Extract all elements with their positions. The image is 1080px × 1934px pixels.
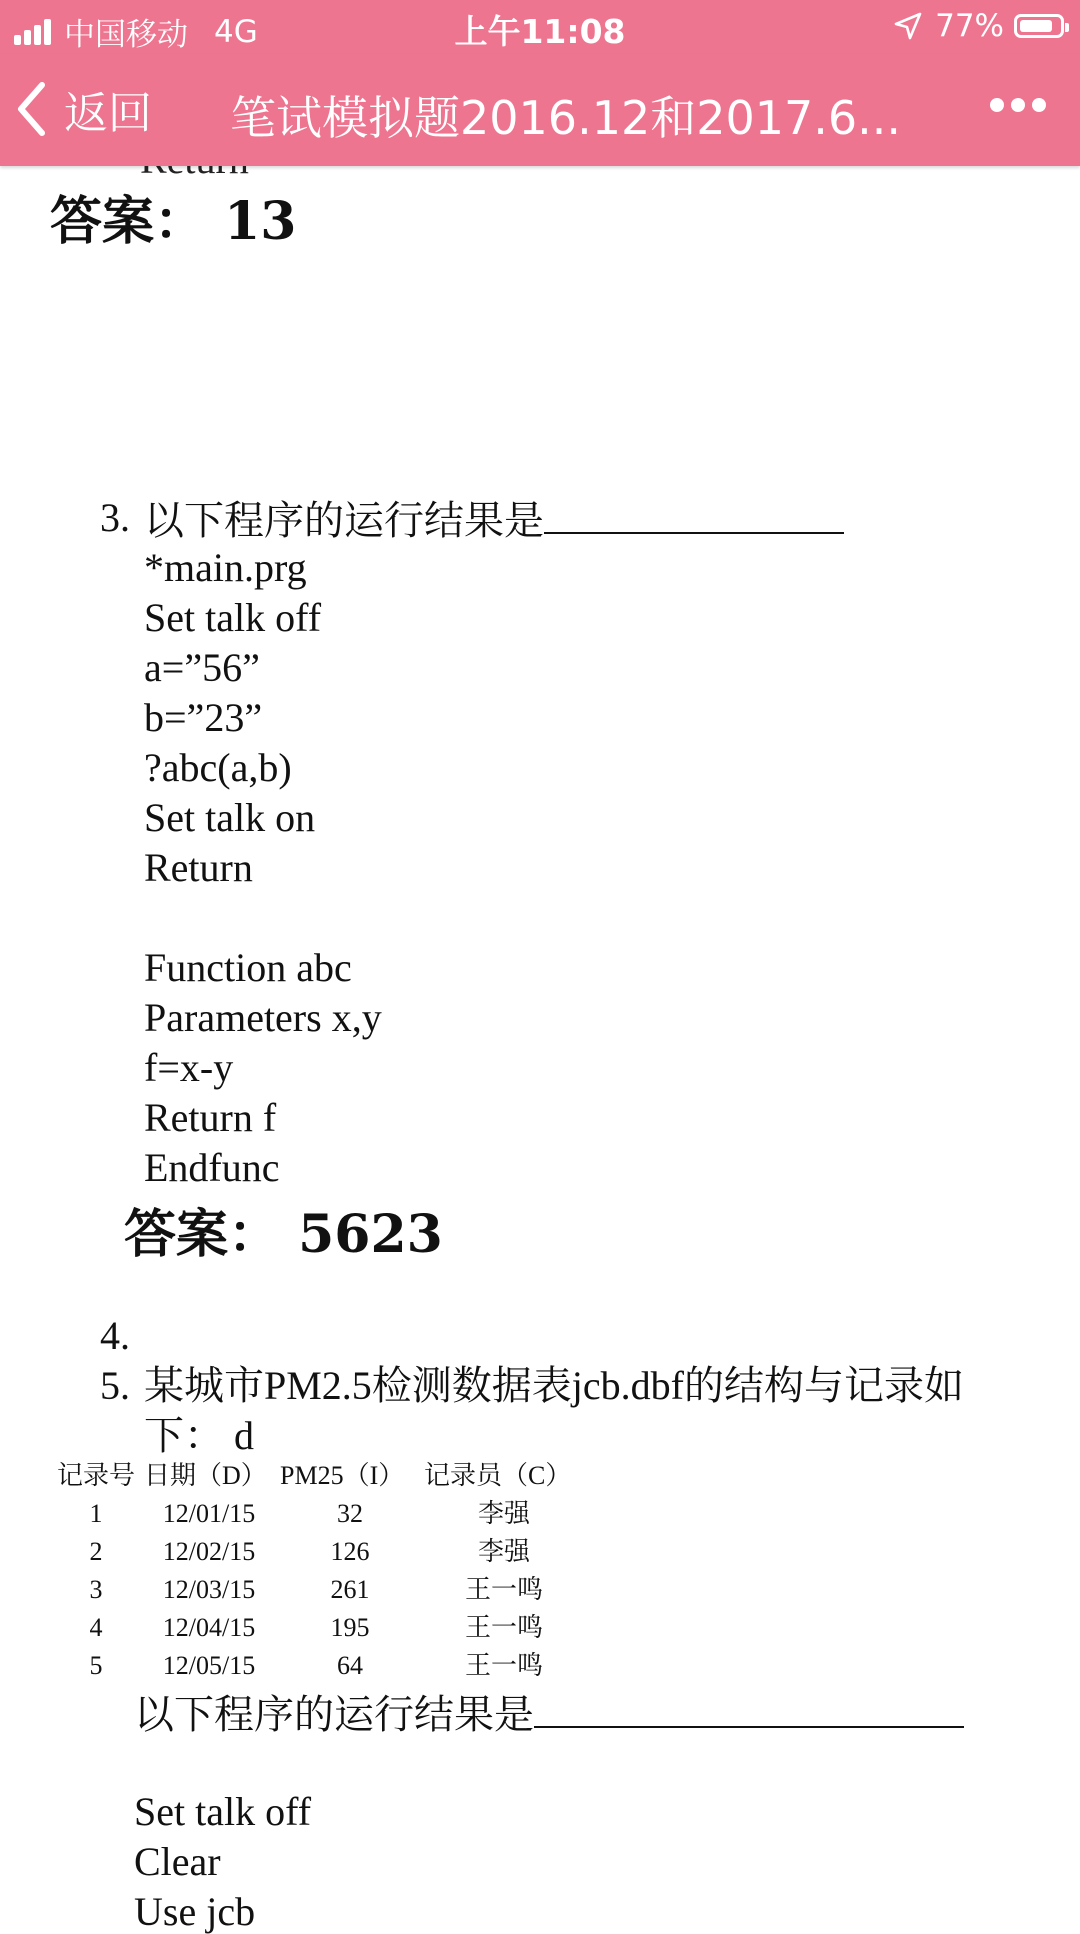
q3-number: 3. — [100, 495, 130, 540]
q3-stem-text: 以下程序的运行结果是 — [144, 498, 544, 543]
q5-prompt — [134, 1692, 964, 1735]
table-cell: 4 — [89, 1613, 103, 1642]
table-cell: 261 — [330, 1575, 370, 1604]
table-cell: 李强 — [477, 1537, 530, 1566]
q3-code-line: Endfunc — [144, 1145, 280, 1190]
q5-number: 5. — [100, 1363, 130, 1408]
q5-blank — [534, 1692, 964, 1728]
q5-prompt-text: 以下程序的运行结果是 — [134, 1692, 534, 1737]
answer-q2: 答案： 13 — [50, 191, 297, 252]
q5-stem-line2: 下： d — [144, 1413, 254, 1458]
q4-number: 4. — [100, 1313, 130, 1358]
table-cell: 王一鸣 — [464, 1613, 543, 1642]
q3-code-line: Set talk on — [144, 795, 316, 840]
q3-code-line: Set talk off — [144, 595, 322, 640]
q3-code-line: Return f — [144, 1095, 277, 1140]
q5-code-line: Set talk off — [134, 1789, 312, 1834]
table-cell: 1 — [89, 1499, 103, 1528]
table-cell: 3 — [89, 1575, 103, 1604]
q5-code-line: Use jcb — [134, 1889, 256, 1934]
table-cell: 12/02/15 — [162, 1537, 256, 1566]
table-cell: 王一鸣 — [464, 1651, 543, 1680]
status-right — [893, 8, 1064, 44]
q3-code-line: Function abc — [144, 945, 352, 990]
q3-code-line: f=x-y — [144, 1045, 234, 1090]
nav-bar — [0, 54, 1080, 166]
table-header: 日期（D） — [144, 1461, 267, 1490]
location-arrow-icon — [893, 11, 923, 41]
q5-code-line: Clear — [134, 1839, 221, 1884]
battery-icon — [1014, 14, 1064, 38]
page-title: 笔试模拟题2016.12和2017.6... — [230, 91, 902, 145]
more-dots-icon[interactable] — [983, 98, 1046, 112]
table-header: 记录号 — [56, 1461, 135, 1490]
network-type: 4G — [214, 13, 258, 50]
q3-blank — [544, 498, 844, 534]
table-cell: 5 — [89, 1651, 103, 1680]
q3-code-line: ?abc(a,b) — [144, 745, 292, 790]
q3-code-line: b=”23” — [144, 695, 263, 740]
table-cell: 126 — [330, 1537, 370, 1566]
table-cell: 2 — [89, 1537, 103, 1566]
table-cell: 12/03/15 — [162, 1575, 256, 1604]
clock: 上午11:08 — [454, 12, 626, 51]
q3-code-line: Return — [144, 845, 253, 890]
table-cell: 64 — [337, 1651, 363, 1680]
back-button[interactable] — [14, 76, 152, 142]
chevron-left-icon — [14, 79, 48, 139]
table-header: 记录员（C） — [424, 1461, 572, 1490]
q3-code-line: *main.prg — [144, 545, 307, 590]
table-cell: 32 — [337, 1499, 363, 1528]
carrier-name: 中国移动 — [64, 17, 188, 53]
q5-stem-line1: 某城市PM2.5检测数据表jcb.dbf的结构与记录如 — [144, 1363, 964, 1408]
table-cell: 12/01/15 — [162, 1499, 256, 1528]
back-label: 返回 — [64, 88, 152, 139]
table-cell: 李强 — [477, 1499, 530, 1528]
table-cell: 12/05/15 — [162, 1651, 256, 1680]
table-cell: 195 — [330, 1613, 370, 1642]
answer-q3: 答案： 5623 — [124, 1204, 443, 1265]
q3-stem — [144, 498, 844, 541]
table-header: PM25（I） — [280, 1461, 405, 1490]
status-bar — [0, 0, 1080, 54]
table-cell: 12/04/15 — [162, 1613, 256, 1642]
battery-percent: 77% — [935, 8, 1004, 44]
table-cell: 王一鸣 — [464, 1575, 543, 1604]
document-content — [0, 166, 1080, 1934]
q3-code-line: a=”56” — [144, 645, 260, 690]
q3-code-line: Parameters x,y — [144, 995, 382, 1040]
